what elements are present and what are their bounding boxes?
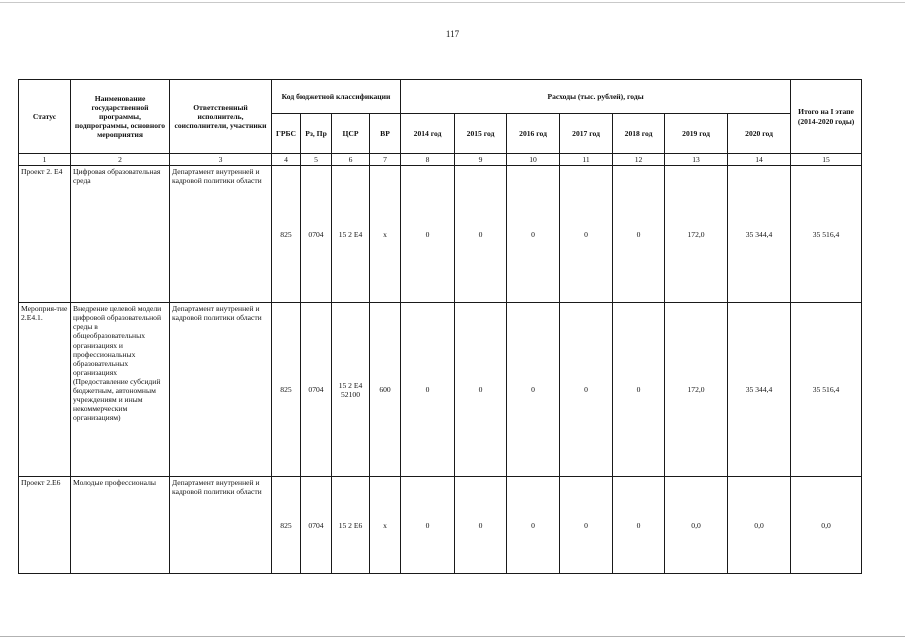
table-row-activity-e4-1 (19, 303, 862, 477)
value-2020-cell: 35 344,4 (728, 303, 791, 477)
rzpr-cell: 0704 (301, 166, 332, 303)
grbs-cell: 825 (272, 303, 301, 477)
column-number: 15 (791, 154, 862, 166)
header-year-2020: 2020 год (728, 114, 791, 154)
name-cell: Внедрение целевой модели цифровой образовательной среды в общеобразовательных организациях и профессиональных образовательных организациях (Предоставление субсидий бюджетным, автономным учреждениям и иным некоммерческим организациям) (71, 303, 170, 477)
column-number: 6 (332, 154, 370, 166)
csr-cell: 15 2 Е4 (332, 166, 370, 303)
value-2015-cell: 0 (455, 303, 507, 477)
value-2016-cell: 0 (507, 303, 560, 477)
header-year-2015: 2015 год (455, 114, 507, 154)
value-2020-cell: 35 344,4 (728, 166, 791, 303)
value-2017-cell: 0 (560, 477, 613, 574)
value-2015-cell: 0 (455, 477, 507, 574)
value-2014-cell: 0 (401, 166, 455, 303)
total-cell: 35 516,4 (791, 166, 862, 303)
column-number: 14 (728, 154, 791, 166)
executor-cell: Департамент внутренней и кадровой политики области (170, 166, 272, 303)
value-2014-cell: 0 (401, 477, 455, 574)
total-cell: 0,0 (791, 477, 862, 574)
value-2020-cell: 0,0 (728, 477, 791, 574)
scan-edge-bottom (0, 636, 905, 637)
executor-cell: Департамент внутренней и кадровой политики области (170, 303, 272, 477)
value-2019-cell: 0,0 (665, 477, 728, 574)
column-number: 5 (301, 154, 332, 166)
column-number-row (19, 154, 862, 166)
column-number: 1 (19, 154, 71, 166)
header-vr: ВР (370, 114, 401, 154)
executor-cell: Департамент внутренней и кадровой политики области (170, 477, 272, 574)
value-2014-cell: 0 (401, 303, 455, 477)
header-grbs: ГРБС (272, 114, 301, 154)
column-number: 11 (560, 154, 613, 166)
header-name: Наименование государственной программы, подпрограммы, основного мероприятия (71, 80, 170, 154)
header-executor: Ответственный исполнитель, соисполнители, участники (170, 80, 272, 154)
csr-cell: 15 2 Е4 52100 (332, 303, 370, 477)
table-row-project-e4 (19, 166, 862, 303)
header-expenses: Расходы (тыс. рублей), годы (401, 80, 791, 114)
value-2018-cell: 0 (613, 166, 665, 303)
grbs-cell: 825 (272, 477, 301, 574)
budget-table (18, 79, 862, 574)
header-total: Итого на I этапе (2014-2020 годы) (791, 80, 862, 154)
status-cell: Проект 2. Е4 (19, 166, 71, 303)
column-number: 13 (665, 154, 728, 166)
csr-cell: 15 2 Е6 (332, 477, 370, 574)
column-number: 2 (71, 154, 170, 166)
value-2016-cell: 0 (507, 166, 560, 303)
column-number: 10 (507, 154, 560, 166)
rzpr-cell: 0704 (301, 303, 332, 477)
total-cell: 35 516,4 (791, 303, 862, 477)
name-cell: Молодые профессионалы (71, 477, 170, 574)
table-row-project-e6 (19, 477, 862, 574)
value-2017-cell: 0 (560, 166, 613, 303)
column-number: 12 (613, 154, 665, 166)
vr-cell: х (370, 477, 401, 574)
value-2016-cell: 0 (507, 477, 560, 574)
header-status: Статус (19, 80, 71, 154)
header-year-2019: 2019 год (665, 114, 728, 154)
header-budget-code: Код бюджетной классификации (272, 80, 401, 114)
header-year-2016: 2016 год (507, 114, 560, 154)
column-number: 3 (170, 154, 272, 166)
status-cell: Мероприя-тие 2.Е4.1. (19, 303, 71, 477)
value-2015-cell: 0 (455, 166, 507, 303)
column-number: 7 (370, 154, 401, 166)
header-csr: ЦСР (332, 114, 370, 154)
header-year-2017: 2017 год (560, 114, 613, 154)
rzpr-cell: 0704 (301, 477, 332, 574)
header-row-1 (19, 80, 862, 114)
scan-edge-top (0, 2, 905, 3)
name-cell: Цифровая образовательная среда (71, 166, 170, 303)
column-number: 8 (401, 154, 455, 166)
page-number: 117 (445, 29, 460, 39)
value-2019-cell: 172,0 (665, 303, 728, 477)
value-2019-cell: 172,0 (665, 166, 728, 303)
vr-cell: 600 (370, 303, 401, 477)
value-2018-cell: 0 (613, 477, 665, 574)
header-year-2014: 2014 год (401, 114, 455, 154)
grbs-cell: 825 (272, 166, 301, 303)
value-2018-cell: 0 (613, 303, 665, 477)
header-rzpr: Рз, Пр (301, 114, 332, 154)
header-year-2018: 2018 год (613, 114, 665, 154)
status-cell: Проект 2.Е6 (19, 477, 71, 574)
column-number: 9 (455, 154, 507, 166)
column-number: 4 (272, 154, 301, 166)
value-2017-cell: 0 (560, 303, 613, 477)
vr-cell: х (370, 166, 401, 303)
